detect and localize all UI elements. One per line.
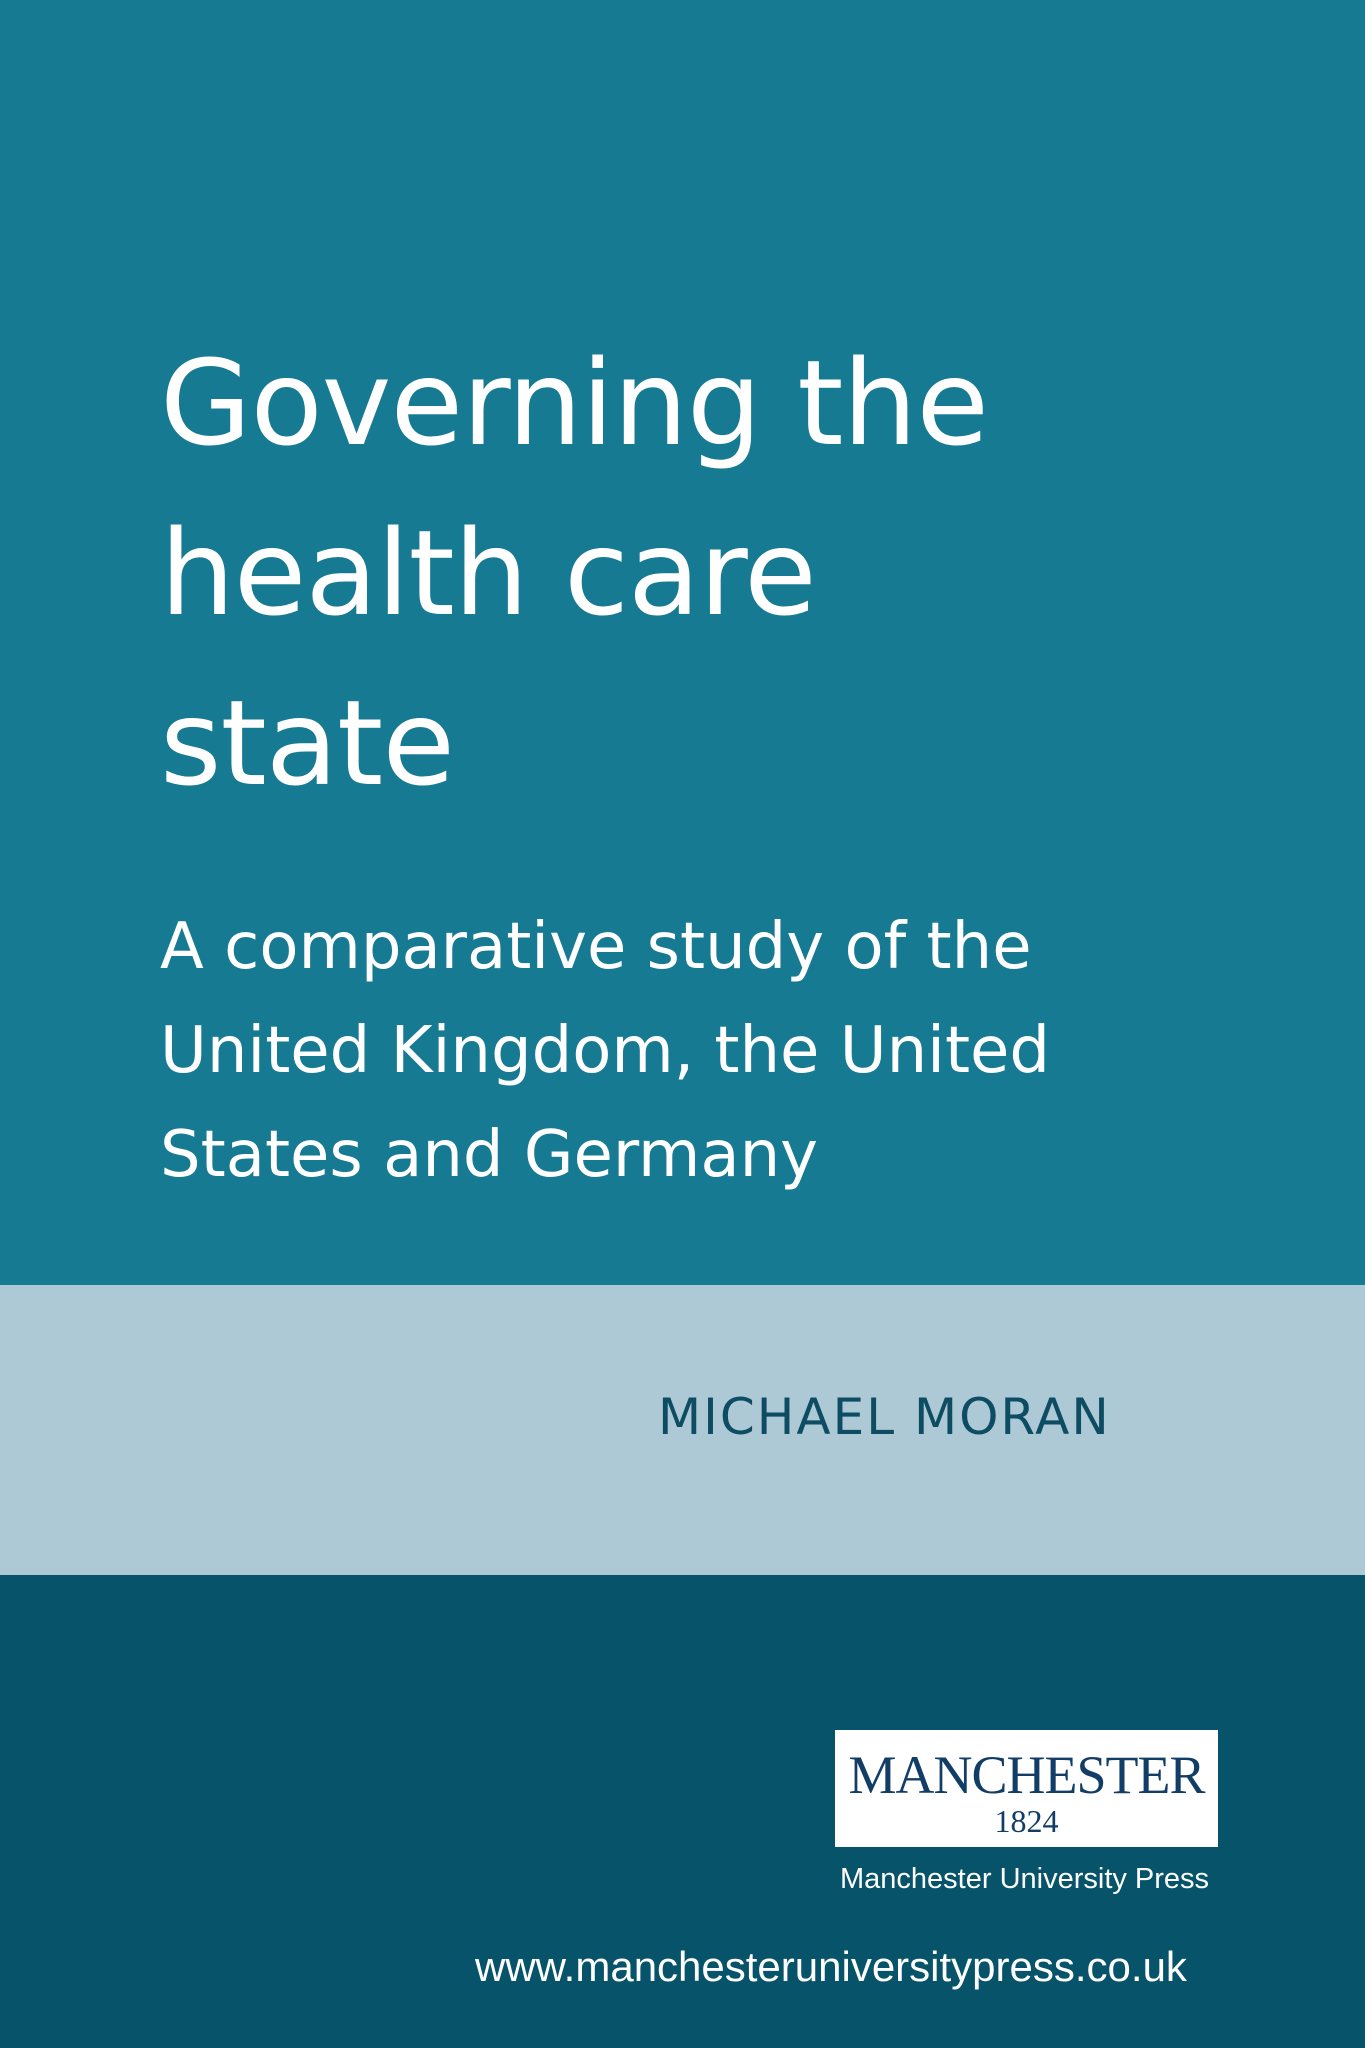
subtitle-line: States and Germany <box>160 1118 818 1192</box>
publisher-name: Manchester University Press <box>840 1863 1210 1895</box>
title-line: state <box>160 674 454 812</box>
subtitle-line: A comparative study of the <box>160 910 1032 984</box>
author-band <box>0 1285 1365 1575</box>
subtitle-line: United Kingdom, the United <box>160 1014 1051 1088</box>
author-name: MICHAEL MORAN <box>658 1388 1111 1446</box>
book-title <box>160 318 988 828</box>
logo-wordmark: MANCHESTER <box>848 1745 1205 1805</box>
publisher-website: www.manchesteruniversitypress.co.uk <box>475 1943 1187 1990</box>
cover-bottom-panel <box>0 1575 1365 2048</box>
title-line: health care <box>160 504 816 642</box>
book-subtitle <box>160 895 1050 1207</box>
publisher-logo <box>835 1730 1218 1847</box>
title-line: Governing the <box>160 334 988 472</box>
logo-year: 1824 <box>994 1803 1059 1839</box>
